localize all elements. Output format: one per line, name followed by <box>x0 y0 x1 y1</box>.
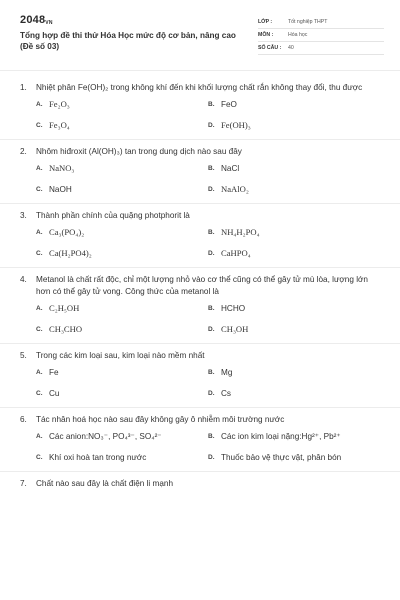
option-text: NaCl <box>221 163 240 173</box>
answer-options <box>36 98 380 131</box>
page-title: Tổng hợp đề thi thử Hóa Học mức độ cơ bản, nâng cao (Đề số 03) <box>20 31 236 51</box>
option-text: NaNO₃ <box>49 163 75 173</box>
question-item <box>0 472 400 498</box>
answer-option[interactable] <box>208 162 380 174</box>
answer-option[interactable] <box>36 323 208 335</box>
question-number: 5. <box>20 351 27 360</box>
answer-option[interactable] <box>208 430 380 442</box>
option-text: Mg <box>221 367 233 377</box>
option-letter: B. <box>208 368 215 376</box>
option-text: Cu <box>49 388 60 398</box>
answer-options <box>36 302 380 335</box>
option-letter: A. <box>36 304 43 312</box>
answer-option[interactable] <box>208 226 380 238</box>
answer-option[interactable] <box>208 323 380 335</box>
option-letter: A. <box>36 368 43 376</box>
option-letter: B. <box>208 228 215 236</box>
answer-options <box>36 226 380 259</box>
option-letter: C. <box>36 389 43 397</box>
question-number: 3. <box>20 211 27 220</box>
question-text: Tác nhân hoá học nào sau đây không gây ô nhiễm môi trường nước <box>36 415 285 424</box>
option-text: Fe₂O₃ <box>49 99 70 109</box>
option-text: Fe₃O₄ <box>49 120 70 130</box>
option-text: HCHO <box>221 303 246 313</box>
logo-suffix: VN <box>45 20 53 26</box>
question-number: 2. <box>20 147 27 156</box>
answer-option[interactable] <box>208 387 380 399</box>
worksheet-header <box>20 14 380 66</box>
option-text: Ca(H₂PO4)₂ <box>49 248 92 258</box>
option-text: NH₄H₂PO₄ <box>221 227 260 237</box>
option-letter: B. <box>208 432 215 440</box>
logo-text: 2048 <box>20 14 46 26</box>
question-item <box>0 268 400 344</box>
answer-option[interactable] <box>36 451 208 463</box>
answer-option[interactable] <box>208 366 380 378</box>
option-text: Khí oxi hoà tan trong nước <box>49 452 147 462</box>
option-text: Fe <box>49 367 59 377</box>
question-text: Chất nào sau đây là chất điện li mạnh <box>36 479 174 488</box>
option-letter: D. <box>208 185 215 193</box>
option-letter: C. <box>36 453 43 461</box>
option-text: CH₃OH <box>221 324 249 334</box>
option-letter: C. <box>36 249 43 257</box>
header-divider <box>0 70 400 71</box>
answer-options <box>36 366 380 399</box>
option-letter: D. <box>208 249 215 257</box>
question-text: Nhiệt phân Fe(OH)₂ trong không khí đến khi khối lượng chất rắn không thay đổi, thu được <box>36 83 363 92</box>
option-letter: C. <box>36 325 43 333</box>
question-text: Nhôm hiđroxit (Al(OH)₃) tan trong dung dịch nào sau đây <box>36 147 242 156</box>
question-item <box>0 204 400 268</box>
answer-option[interactable] <box>36 119 208 131</box>
meta-value: 40 <box>288 45 294 51</box>
answer-option[interactable] <box>36 162 208 174</box>
question-item <box>0 344 400 408</box>
question-text: Trong các kim loại sau, kim loại nào mềm nhất <box>36 351 205 360</box>
answer-option[interactable] <box>208 98 380 110</box>
option-text: CH₃CHO <box>49 324 83 334</box>
answer-option[interactable] <box>208 119 380 131</box>
option-letter: D. <box>208 389 215 397</box>
answer-option[interactable] <box>208 451 380 463</box>
answer-option[interactable] <box>36 98 208 110</box>
exam-meta-table <box>258 16 384 55</box>
question-item <box>0 408 400 472</box>
option-letter: C. <box>36 121 43 129</box>
answer-option[interactable] <box>208 302 380 314</box>
option-letter: D. <box>208 453 215 461</box>
option-text: Các anion:NO₃⁻, PO₄³⁻, SO₄²⁻ <box>49 432 162 441</box>
option-letter: A. <box>36 164 43 172</box>
option-text: NaOH <box>49 184 72 194</box>
question-list <box>0 76 400 498</box>
option-text: Ca₃(PO₄)₂ <box>49 227 85 237</box>
meta-key: MÔN : <box>258 32 274 38</box>
question-item <box>0 76 400 140</box>
question-item <box>0 140 400 204</box>
option-letter: B. <box>208 304 215 312</box>
answer-options <box>36 430 380 463</box>
option-letter: D. <box>208 121 215 129</box>
option-text: NaAlO₂ <box>221 184 249 194</box>
option-text: FeO <box>221 99 237 109</box>
option-letter: B. <box>208 100 215 108</box>
option-text: Các ion kim loại nặng:Hg²⁺, Pb²⁺ <box>221 432 341 441</box>
option-letter: A. <box>36 100 43 108</box>
option-letter: A. <box>36 432 43 440</box>
meta-row-count <box>258 42 384 55</box>
answer-option[interactable] <box>36 366 208 378</box>
question-number: 4. <box>20 275 27 284</box>
answer-option[interactable] <box>36 247 208 259</box>
option-letter: B. <box>208 164 215 172</box>
question-number: 1. <box>20 83 27 92</box>
option-text: C₂H₅OH <box>49 303 80 313</box>
answer-option[interactable] <box>36 183 208 195</box>
answer-options <box>36 162 380 195</box>
option-letter: C. <box>36 185 43 193</box>
meta-key: LỚP : <box>258 19 273 25</box>
answer-option[interactable] <box>208 247 380 259</box>
answer-option[interactable] <box>36 387 208 399</box>
question-text: Metanol là chất rất độc, chỉ một lượng nhỏ vào cơ thể cũng có thể gây tử mù lòa, lượng lớn hơn có thể gây tử vong. Công thức của metanol là <box>36 275 368 296</box>
meta-row-subject <box>258 29 384 42</box>
option-letter: A. <box>36 228 43 236</box>
answer-option[interactable] <box>36 430 208 442</box>
option-text: CaHPO₄ <box>221 248 251 258</box>
question-number: 7. <box>20 479 27 488</box>
option-text: Fe(OH)₃ <box>221 120 251 130</box>
answer-option[interactable] <box>208 183 380 195</box>
question-text: Thành phần chính của quặng photphorit là <box>36 211 190 220</box>
meta-value: Tốt nghiệp THPT <box>288 19 328 25</box>
option-text: Thuốc bảo vệ thực vật, phân bón <box>221 452 342 462</box>
answer-option[interactable] <box>36 226 208 238</box>
meta-row-grade <box>258 16 384 29</box>
answer-option[interactable] <box>36 302 208 314</box>
meta-value: Hóa học <box>288 32 308 38</box>
option-letter: D. <box>208 325 215 333</box>
question-number: 6. <box>20 415 27 424</box>
option-text: Cs <box>221 388 232 398</box>
meta-key: SỐ CÂU : <box>258 45 282 51</box>
